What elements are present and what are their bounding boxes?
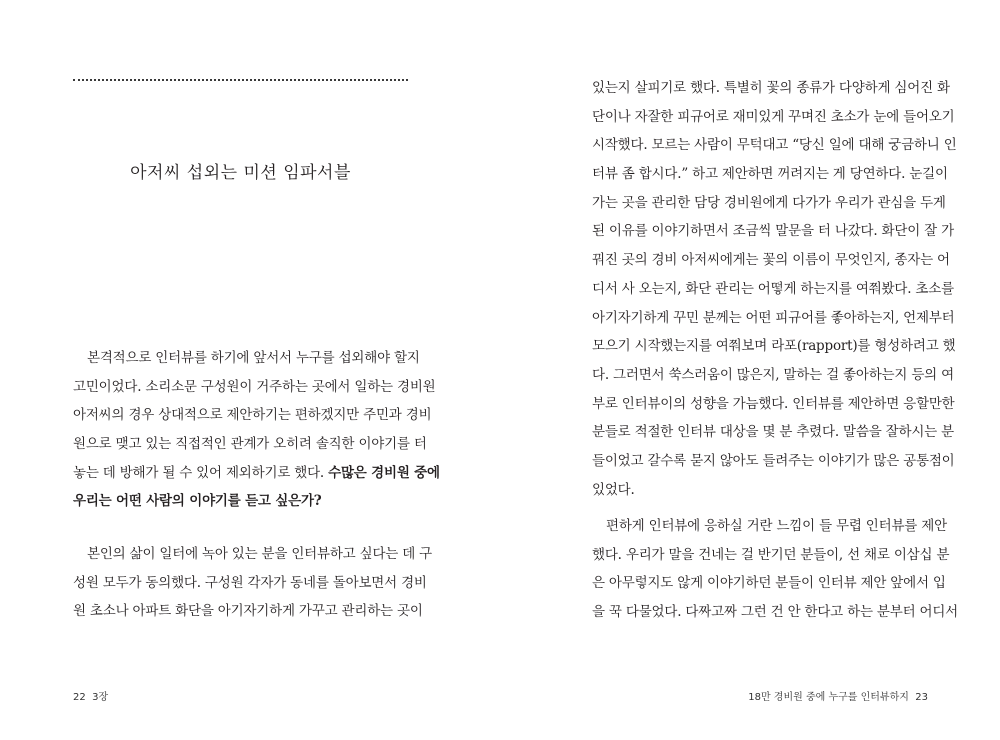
text-line bbox=[73, 459, 440, 488]
text-line: 들이었고 갈수록 묻지 않아도 들려주는 이야기가 많은 공통점이 bbox=[592, 452, 955, 469]
text-line: 했다. 우리가 말을 건네는 걸 반기던 분들이, 선 채로 이삼십 분 bbox=[592, 546, 950, 563]
text-line: 부로 인터뷰이의 성향을 가늠했다. 인터뷰를 제안하면 응할만한 bbox=[592, 395, 955, 412]
text-line: 원으로 맺고 있는 직접적인 관계가 오히려 솔직한 이야기를 터 bbox=[73, 436, 427, 453]
text-line: 시작했다. 모르는 사람이 무턱대고 “당신 일에 대해 궁금하니 인 bbox=[592, 137, 957, 154]
bold-question-line: 우리는 어떤 사람의 이야기를 듣고 싶은가? bbox=[73, 493, 322, 510]
right-page bbox=[500, 0, 1000, 740]
text-line: 다. 그러면서 쑥스러움이 많은지, 말하는 걸 좋아하는지 등의 여 bbox=[592, 366, 954, 383]
text-line: 본격적으로 인터뷰를 하기에 앞서서 누구를 섭외해야 할지 bbox=[87, 350, 420, 366]
text-line: 성원 모두가 동의했다. 구성원 각자가 동네를 돌아보면서 경비 bbox=[73, 574, 427, 591]
left-paragraph-2 bbox=[73, 540, 433, 626]
text-line: 된 이유를 이야기하면서 조금씩 말문을 터 나갔다. 화단이 잘 가 bbox=[592, 223, 954, 240]
bold-question: 수많은 경비원 중에 bbox=[328, 464, 440, 481]
text-line: 아저씨의 경우 상대적으로 제안하기는 편하겠지만 주민과 경비 bbox=[73, 407, 432, 424]
text-line: 본인의 삶이 일터에 녹아 있는 분을 인터뷰하고 싶다는 데 구 bbox=[87, 546, 433, 562]
text-line: 가는 곳을 관리한 담당 경비원에게 다가가 우리가 관심을 두게 bbox=[592, 194, 946, 211]
left-paragraph-1 bbox=[73, 344, 440, 516]
text-line: 은 아무렇지도 않게 이야기하던 분들이 인터뷰 제안 앞에서 입 bbox=[592, 575, 946, 592]
page-number: 23 bbox=[915, 692, 928, 703]
text-line: 단이나 자잘한 피규어로 재미있게 꾸며진 초소가 눈에 들어오기 bbox=[592, 108, 955, 125]
text-line: 꿔진 곳의 경비 아저씨에게는 꽃의 이름이 무엇인지, 종자는 어 bbox=[592, 252, 950, 269]
text-line: 디서 사 오는지, 화단 관리는 어떻게 하는지를 여쭤봤다. 초소를 bbox=[592, 280, 954, 297]
section-title: 아저씨 섭외는 미션 임파서블 bbox=[130, 163, 351, 183]
text-line: 있었다. bbox=[592, 481, 635, 498]
text-line: 원 초소나 아파트 화단을 아기자기하게 가꾸고 관리하는 곳이 bbox=[73, 603, 423, 620]
text-line: 고민이었다. 소리소문 구성원이 거주하는 곳에서 일하는 경비원 bbox=[73, 378, 436, 395]
running-title: 18만 경비원 중에 누구를 인터뷰하지 bbox=[748, 692, 909, 703]
right-paragraph-1 bbox=[592, 74, 957, 504]
text-line: 편하게 인터뷰에 응하실 거란 느낌이 들 무렵 인터뷰를 제안 bbox=[606, 518, 947, 534]
text-line: 을 꾹 다물었다. 다짜고짜 그런 건 안 한다고 하는 분부터 어디서 bbox=[592, 604, 959, 621]
text-line: 모으기 시작했는지를 여쭤보며 라포(rapport)를 형성하려고 했 bbox=[592, 338, 956, 355]
right-footer bbox=[748, 688, 928, 703]
text-line: 있는지 살피기로 했다. 특별히 꽃의 종류가 다양하게 심어진 화 bbox=[592, 80, 950, 96]
text-run: 놓는 데 방해가 될 수 있어 제외하기로 했다. bbox=[73, 464, 329, 481]
text-line: 분들로 적절한 인터뷰 대상을 몇 분 추렸다. 말씀을 잘하시는 분 bbox=[592, 424, 954, 441]
right-paragraph-2 bbox=[592, 512, 959, 627]
dotted-divider bbox=[73, 79, 408, 81]
page-number: 22 bbox=[73, 692, 86, 703]
chapter-label: 3장 bbox=[92, 692, 109, 703]
left-footer bbox=[73, 688, 108, 703]
text-line: 아기자기하게 꾸민 분께는 어떤 피규어를 좋아하는지, 언제부터 bbox=[592, 309, 955, 326]
text-line: 터뷰 좀 합시다.” 하고 제안하면 꺼려지는 게 당연하다. 눈길이 bbox=[592, 166, 948, 183]
